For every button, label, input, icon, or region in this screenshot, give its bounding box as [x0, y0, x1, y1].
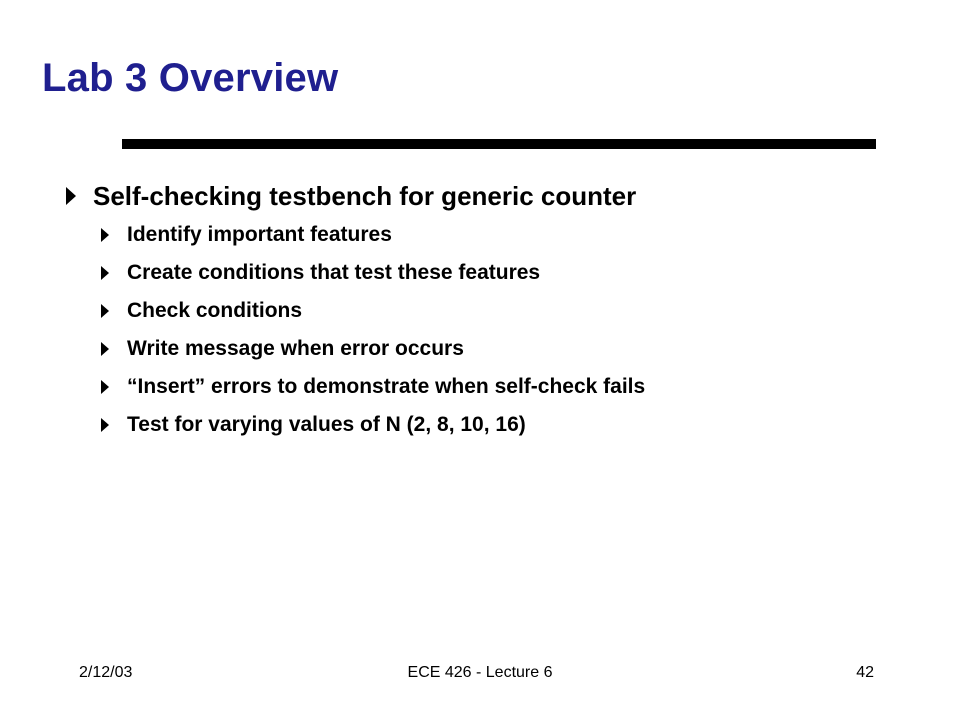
footer-date: 2/12/03: [79, 664, 133, 681]
sub-bullet-text: Identify important features: [127, 223, 392, 246]
sub-bullet-item: [101, 406, 645, 444]
sub-bullet-text: Check conditions: [127, 299, 303, 322]
sub-bullet-item: [101, 368, 645, 406]
title-divider: [122, 139, 876, 149]
sub-bullet-item: [101, 330, 645, 368]
bullet-item: [60, 176, 645, 444]
triangle-right-icon: [101, 418, 109, 432]
sub-bullet-item: [101, 254, 645, 292]
sub-bullet-item: [101, 292, 645, 330]
sub-bullet-text: Create conditions that test these features: [127, 261, 541, 284]
slide-title: Lab 3 Overview: [42, 56, 339, 100]
sub-bullet-text: Test for varying values of N (2, 8, 10, 16): [127, 413, 526, 436]
bullet-list: [60, 176, 645, 444]
sub-bullet-list: [101, 216, 645, 444]
triangle-right-icon: [101, 266, 109, 280]
sub-bullet-text: Write message when error occurs: [127, 337, 464, 360]
bullet-text: Self-checking testbench for generic counter: [93, 180, 637, 211]
footer-page-number: 42: [856, 664, 874, 681]
sub-bullet-item: [101, 216, 645, 254]
footer-course: ECE 426 - Lecture 6: [407, 664, 553, 681]
sub-bullet-text: “Insert” errors to demonstrate when self-check fails: [127, 375, 646, 398]
triangle-right-icon: [101, 228, 109, 242]
bullet-level1: [60, 176, 645, 216]
triangle-right-icon: [101, 380, 109, 394]
triangle-right-icon: [66, 187, 76, 205]
triangle-right-icon: [101, 304, 109, 318]
triangle-right-icon: [101, 342, 109, 356]
